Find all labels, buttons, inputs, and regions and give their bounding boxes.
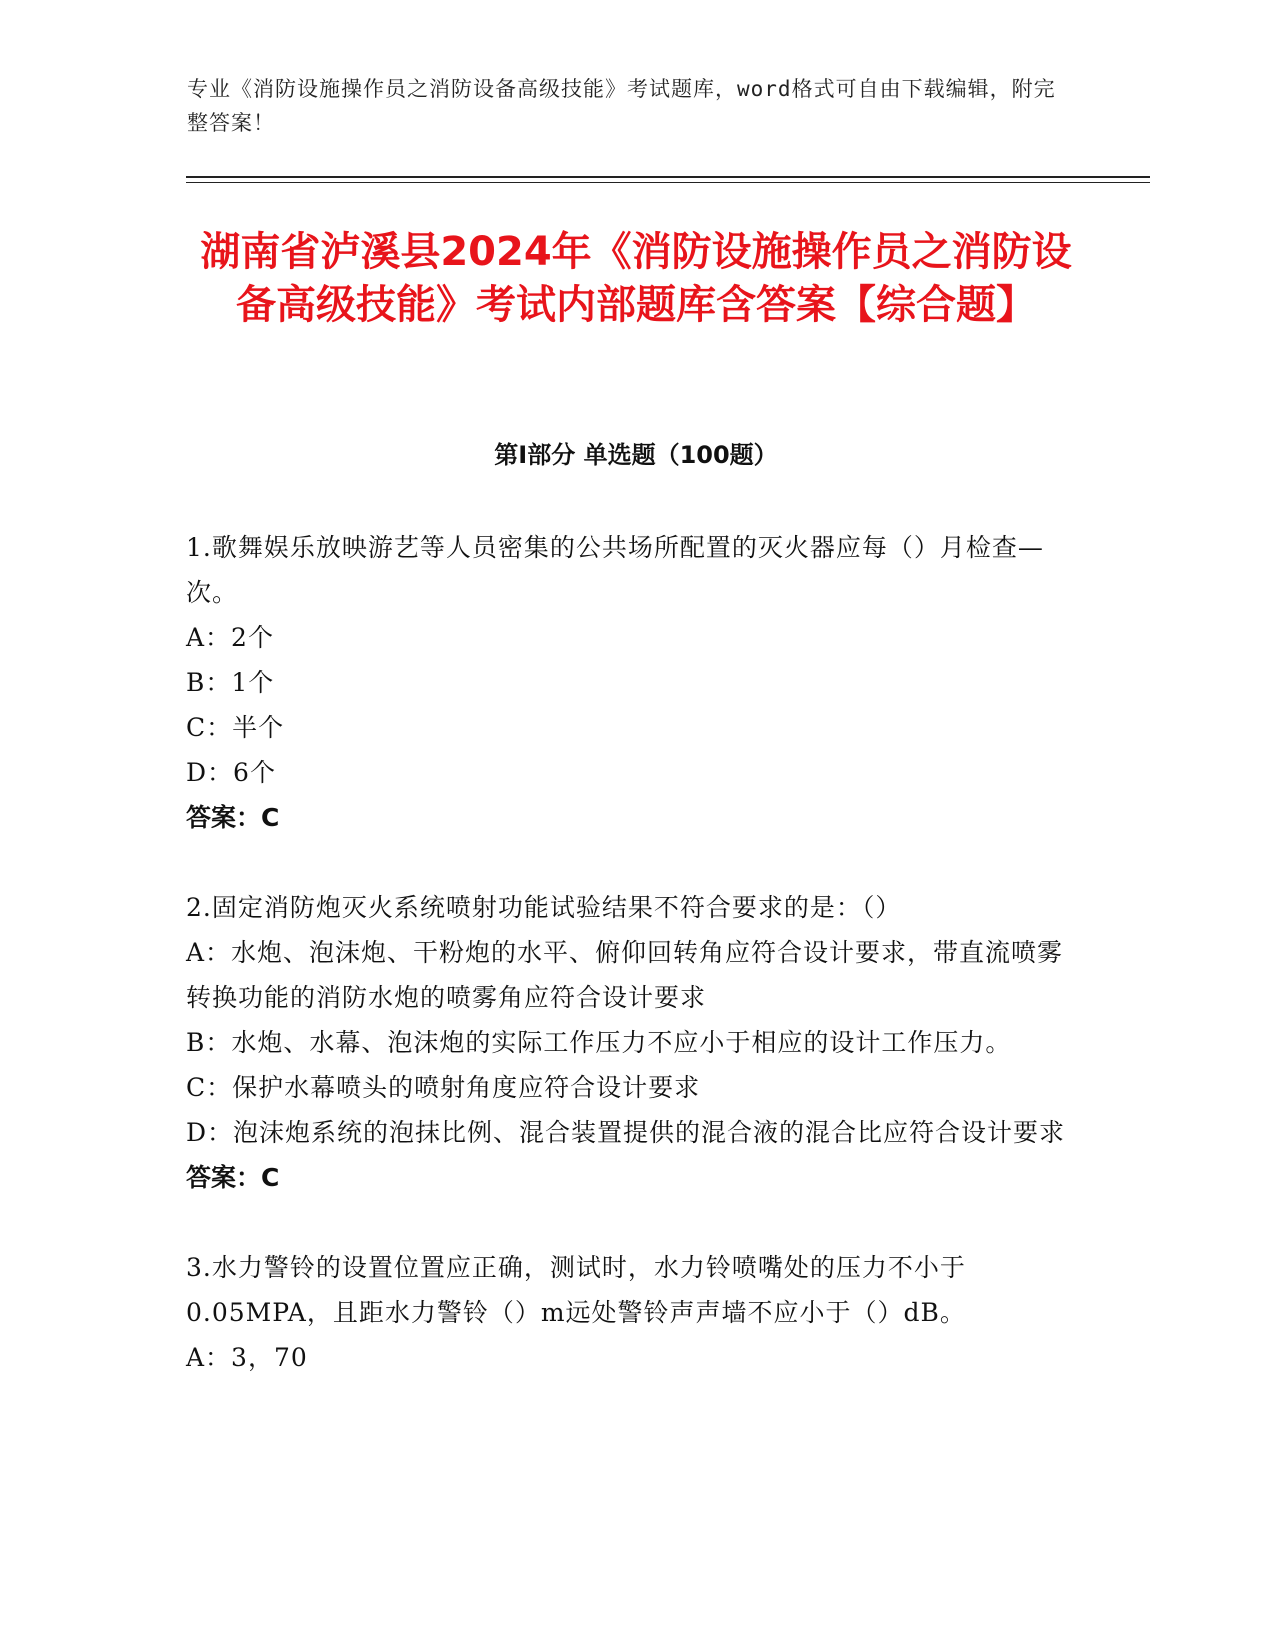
question-1: [186, 525, 1066, 840]
question-stem: 1.歌舞娱乐放映游艺等人员密集的公共场所配置的灭火器应每（）月检查—次。: [186, 533, 1044, 607]
question-stem: 3.水力警铃的设置位置应正确，测试时，水力铃喷嘴处的压力不小于0.05MPA，且距水力警铃（）m远处警铃声声墙不应小于（）dB。: [186, 1253, 966, 1327]
option-b: B：水炮、水幕、泡沫炮的实际工作压力不应小于相应的设计工作压力。: [186, 1028, 1012, 1057]
question-stem: 2.固定消防炮灭火系统喷射功能试验结果不符合要求的是：（）: [186, 893, 902, 922]
section-heading: 第Ⅰ部分 单选题（100题）: [494, 441, 778, 469]
answer-value: C: [261, 1163, 280, 1192]
option-c: C：保护水幕喷头的喷射角度应符合设计要求: [186, 1073, 701, 1102]
answer-label: 答案：: [186, 803, 262, 832]
question-2: [186, 885, 1066, 1200]
option-a: A：3，70: [186, 1343, 308, 1372]
answer-line: [186, 1155, 1066, 1200]
option-d: D：6个: [186, 758, 276, 787]
question-list: [186, 525, 1066, 1425]
header-rule-thick: [186, 176, 1150, 178]
answer-value: C: [261, 803, 280, 832]
option-b: B：1个: [186, 668, 275, 697]
answer-label: 答案：: [186, 1163, 262, 1192]
option-c: C：半个: [186, 713, 285, 742]
question-3: [186, 1245, 1066, 1380]
document-title: 湖南省泸溪县2024年《消防设施操作员之消防设备高级技能》考试内部题库含答案【综合题】: [200, 229, 1072, 328]
header-rule-thin: [186, 182, 1150, 183]
answer-line: [186, 795, 1066, 840]
option-d: D：泡沫炮系统的泡抹比例、混合装置提供的混合液的混合比应符合设计要求: [186, 1118, 1066, 1147]
option-a: A：水炮、泡沫炮、干粉炮的水平、俯仰回转角应符合设计要求，带直流喷雾转换功能的消防水炮的喷雾角应符合设计要求: [186, 938, 1064, 1012]
header-note: 专业《消防设施操作员之消防设备高级技能》考试题库，word格式可自由下载编辑，附完整答案！: [187, 77, 1056, 135]
option-a: A：2个: [186, 623, 274, 652]
